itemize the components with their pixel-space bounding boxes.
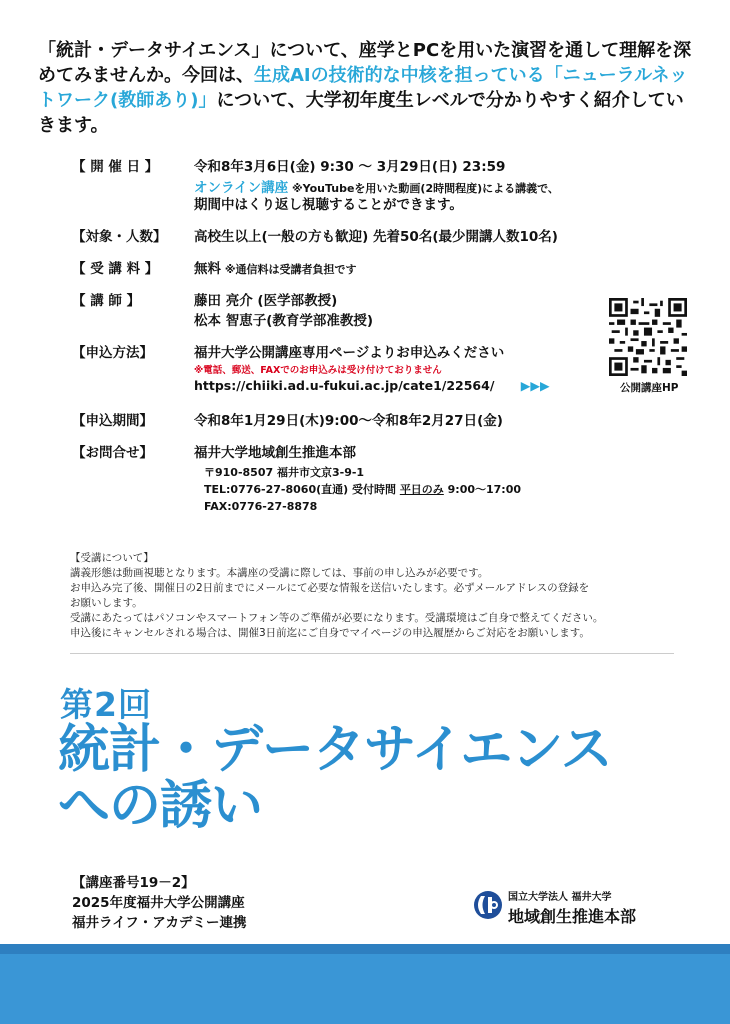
title-line-2: への誘い [58,776,263,836]
period-label: 【申込期間】 [72,413,153,429]
date-value: 令和8年3月6日(金) 9:30 ～ 3月29日(日) 23:59 [194,159,506,175]
course-number: 【講座番号19－2】 [72,875,195,891]
org-small: 国立大学法人 福井大学 [508,892,612,903]
course-info [72,873,247,933]
target-value: 高校生以上(一般の方も歓迎) 先着50名(最少開講人数10名) [194,229,558,245]
title-number: 第2回 [60,685,152,724]
qr-label: 公開講座HP [620,382,679,394]
apply-warning: ※電話、郵送、FAXでのお申込みは受け付けておりません [194,365,442,376]
weekday-only: 平日のみ [399,483,444,496]
tel-hours: 9:00～17:00 [443,483,522,496]
fee-label: 【 受 講 料 】 [72,261,159,277]
intro-paragraph [38,38,698,138]
course-partner: 福井ライフ・アカデミー連携 [72,915,247,931]
notes-line-4: 受講にあたってはパソコンやスマートフォン等のご準備が必要になります。受講環境はご自身で整えてください。 [70,612,604,624]
arrow-icon: ▶▶▶ [520,378,550,393]
notes-line-1: 講義形態は動画視聴となります。本講座の受講に際しては、事前の申し込みが必要です。 [70,567,489,579]
intro-highlight: 生成AIの技術的な中核を担っている「ニューラルネットワーク(教師あり)」 [38,65,688,111]
footer-band-top [0,944,730,954]
apply-url[interactable]: https://chiiki.ad.u-fukui.ac.jp/cate1/22564/ [194,378,495,393]
notes-line-5: 申込後にキャンセルされる場合は、開催3日前迄にご自身でマイページの申込履歴からご対応をお願いします。 [70,627,590,639]
contact-org: 福井大学地域創生推進本部 [194,445,356,461]
course-year: 2025年度福井大学公開講座 [72,895,245,911]
contact-fax: FAX:0776-27-8878 [204,500,318,513]
intro-text-1: 「統計・データサイエンス」について、座学とPCを用いた演習を通して理解を深めてみませんか。今回は、 [38,40,692,86]
qr-code-icon[interactable] [609,298,687,376]
lecturer-1: 藤田 亮介 (医学部教授) [194,293,338,309]
period-value: 令和8年1月29日(木)9:00～令和8年2月27日(金) [194,413,503,429]
online-note: ※YouTubeを用いた動画(2時間程度)による講義で、 [288,182,559,195]
divider [70,653,674,654]
apply-url-line [194,376,550,395]
fee-note: ※通信料は受講者負担です [221,263,357,276]
footer-band [0,944,730,1024]
apply-value: 福井大学公開講座専用ページよりお申込みください [194,345,505,361]
lecturer-label: 【 講 師 】 [72,293,141,309]
tel-number: TEL:0776-27-8060(直通) 受付時間 [204,483,400,496]
lecturer-2: 松本 智恵子(教育学部准教授) [194,313,374,329]
org-big: 地域創生推進本部 [508,907,637,926]
page-title [58,722,612,834]
online-label: オンライン講座 [194,180,289,196]
date-label: 【 開 催 日 】 [72,159,159,175]
intro-text-2: について、大学初年度生レベルで分かりやすく紹介していきます。 [38,90,684,136]
apply-label: 【申込方法】 [72,345,153,361]
notes-line-2: お申込み完了後、開催日の2日前までにメールにて必要な情報を送信いたします。必ずメールアドレスの登録を [70,582,590,594]
online-note-2: 期間中はくり返し視聴することができます。 [194,197,463,213]
notes [70,551,670,641]
contact-addr: 〒910-8507 福井市文京3-9-1 [204,466,365,479]
university-logo-icon [470,888,502,922]
target-label: 【対象・人数】 [72,229,167,245]
fee-value: 無料 [194,261,221,277]
organization-logo [470,888,637,926]
contact-label: 【お問合せ】 [72,445,153,461]
notes-heading: 【受講について】 [70,552,154,564]
notes-line-3: お願いします。 [70,597,143,609]
title-line-1: 統計・データサイエンス [58,720,612,780]
fee-line [194,260,357,279]
